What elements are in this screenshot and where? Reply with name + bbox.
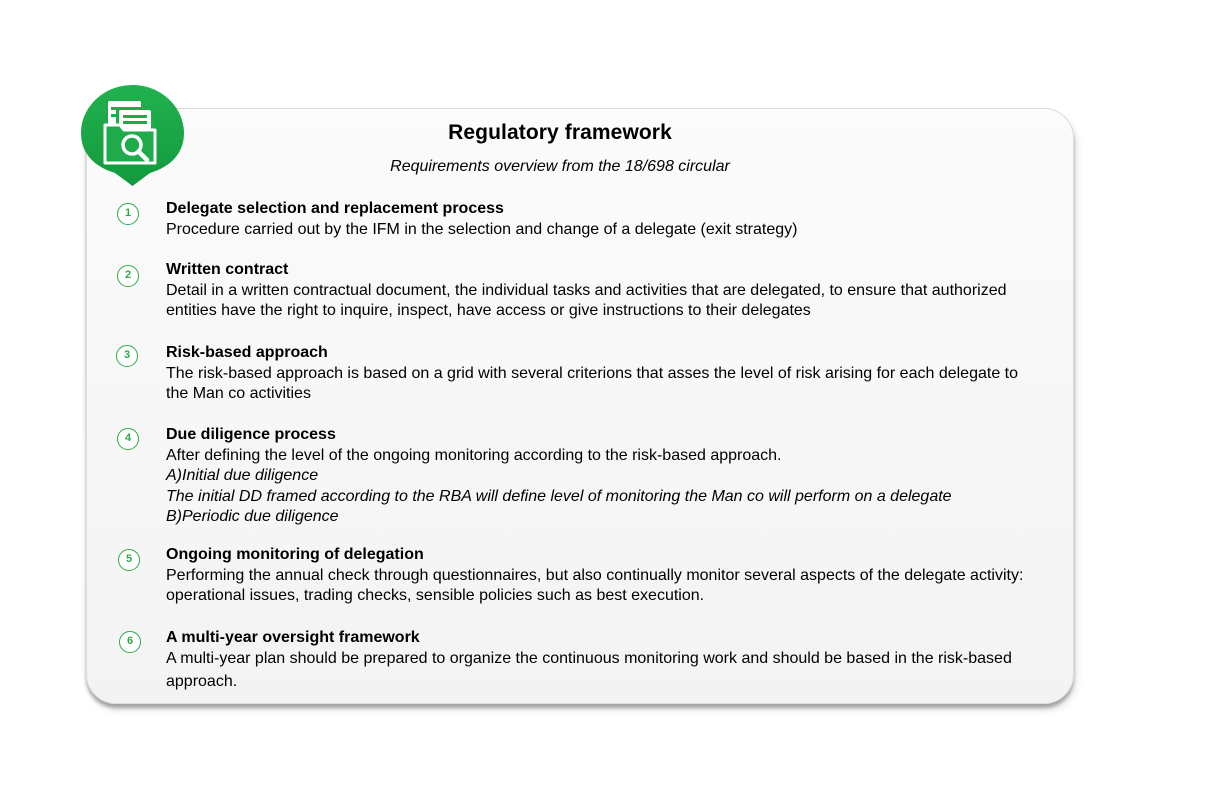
item-body-line: Performing the annual check through questionnaires, but also continually monitor several aspects of the delegate activity: <box>166 566 1024 584</box>
item-italic-line: The initial DD framed according to the RBA will define level of monitoring the Man co will perform on a delegate <box>166 487 952 505</box>
item-number-badge: 6 <box>119 631 141 653</box>
item-body-line: approach. <box>166 673 238 690</box>
item-italic-line: B)Periodic due diligence <box>166 508 339 525</box>
content-card <box>86 108 1074 704</box>
item-title: Written contract <box>166 261 289 278</box>
list-item <box>166 425 1066 528</box>
item-number-badge: 1 <box>117 203 139 225</box>
list-item <box>166 199 1066 240</box>
item-number-badge: 5 <box>118 549 140 571</box>
item-italic-line: A)Initial due diligence <box>166 467 319 484</box>
item-number-badge: 3 <box>116 345 138 367</box>
list-item <box>166 628 1066 693</box>
item-number-badge: 4 <box>117 428 139 450</box>
item-title: Delegate selection and replacement process <box>166 200 504 217</box>
page-subtitle: Requirements overview from the 18/698 circular <box>390 158 730 175</box>
item-title: Risk-based approach <box>166 344 328 361</box>
item-title: Ongoing monitoring of delegation <box>166 546 424 563</box>
item-body-line: entities have the right to inquire, inspect, have access or give instructions to their delegates <box>166 302 811 319</box>
item-body-line: the Man co activities <box>166 385 311 402</box>
item-number-badge: 2 <box>117 265 139 287</box>
item-body-line: Detail in a written contractual document, the individual tasks and activities that are delegated, to ensure that authorized <box>166 281 1007 299</box>
item-body-line: operational issues, trading checks, sensible policies such as best execution. <box>166 587 705 604</box>
item-body-line: A multi-year plan should be prepared to organize the continuous monitoring work and should be based in the risk-based <box>166 649 1012 667</box>
item-title: Due diligence process <box>166 426 336 443</box>
list-item <box>166 343 1066 405</box>
item-body-line: The risk-based approach is based on a grid with several criterions that asses the level of risk arising for each delegate to <box>166 364 1018 382</box>
page-title: Regulatory framework <box>448 121 672 144</box>
document-search-icon <box>79 83 186 187</box>
list-item <box>166 545 1066 607</box>
list-item <box>166 260 1066 322</box>
item-title: A multi-year oversight framework <box>166 629 420 646</box>
item-body-line: After defining the level of the ongoing monitoring according to the risk-based approach. <box>166 446 782 464</box>
item-body-line: Procedure carried out by the IFM in the selection and change of a delegate (exit strategy) <box>166 220 798 238</box>
